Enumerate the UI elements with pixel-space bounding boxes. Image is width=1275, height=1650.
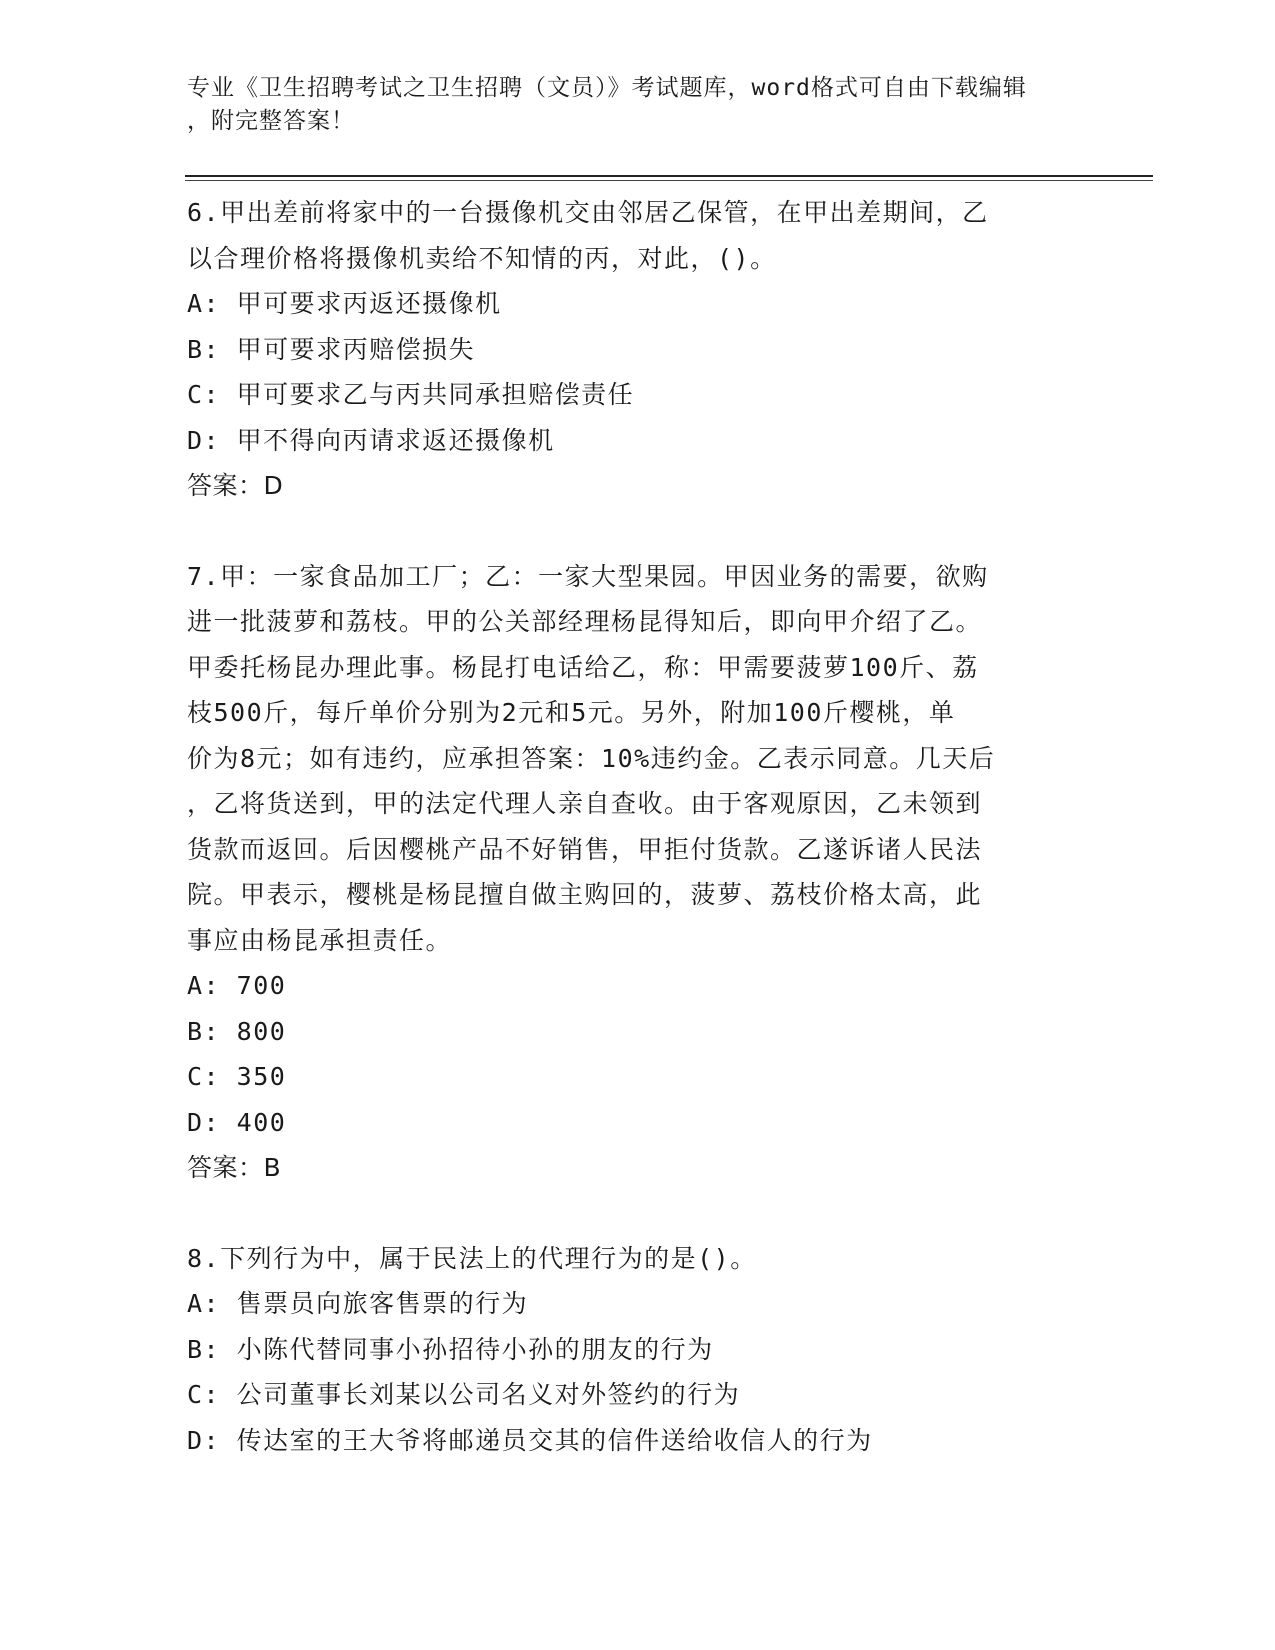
header-line: 专业《卫生招聘考试之卫生招聘（文员）》考试题库，word格式可自由下载编辑	[187, 75, 1027, 101]
option-a: A: 甲可要求丙返还摄像机	[187, 289, 502, 318]
question-6	[187, 190, 1087, 509]
option-b: B: 小陈代替同事小孙招待小孙的朋友的行为	[187, 1334, 714, 1364]
header-line: ，附完整答案！	[187, 108, 355, 134]
option-b: B: 甲可要求丙赔偿损失	[187, 334, 476, 364]
question-stem: 8.下列行为中，属于民法上的代理行为的是()。	[187, 1243, 757, 1273]
question-stem: ，乙将货送到，甲的法定代理人亲自查收。由于客观原因，乙未领到	[187, 789, 983, 818]
header-divider-thick	[185, 175, 1153, 177]
question-stem: 事应由杨昆承担责任。	[187, 925, 453, 955]
option-c: C: 公司董事长刘某以公司名义对外签约的行为	[187, 1380, 741, 1409]
option-a: A: 售票员向旅客售票的行为	[187, 1289, 529, 1318]
question-7	[187, 554, 1087, 1191]
answer-label: 答案：B	[187, 1153, 282, 1182]
answer-label: 答案：D	[187, 471, 284, 500]
question-stem: 院。甲表示，樱桃是杨昆擅自做主购回的，菠萝、荔枝价格太高，此	[187, 880, 983, 909]
question-stem: 价为8元；如有违约，应承担答案：10%违约金。乙表示同意。几天后	[187, 743, 996, 773]
question-spacer	[187, 1191, 1087, 1236]
option-c: C: 350	[187, 1062, 287, 1091]
question-stem: 以合理价格将摄像机卖给不知情的丙，对此，()。	[187, 243, 777, 273]
question-stem: 枝500斤，每斤单价分别为2元和5元。另外，附加100斤樱桃，单	[187, 698, 956, 727]
question-list	[187, 190, 1087, 1463]
question-8	[187, 1236, 1087, 1464]
option-d: D: 400	[187, 1107, 287, 1137]
document-header	[187, 72, 1067, 138]
option-d: D: 甲不得向丙请求返还摄像机	[187, 425, 555, 455]
question-stem: 6.甲出差前将家中的一台摄像机交由邻居乙保管，在甲出差期间，乙	[187, 198, 989, 227]
option-a: A: 700	[187, 971, 287, 1000]
option-b: B: 800	[187, 1016, 287, 1046]
question-stem: 7.甲：一家食品加工厂；乙：一家大型果园。甲因业务的需要，欲购	[187, 561, 989, 591]
question-stem: 甲委托杨昆办理此事。杨昆打电话给乙，称：甲需要菠萝100斤、荔	[187, 652, 979, 682]
option-c: C: 甲可要求乙与丙共同承担赔偿责任	[187, 380, 635, 409]
option-d: D: 传达室的王大爷将邮递员交其的信件送给收信人的行为	[187, 1425, 873, 1455]
question-stem: 货款而返回。后因樱桃产品不好销售，甲拒付货款。乙遂诉诸人民法	[187, 834, 983, 864]
header-divider-thin	[185, 180, 1153, 181]
question-stem: 进一批菠萝和荔枝。甲的公关部经理杨昆得知后，即向甲介绍了乙。	[187, 607, 983, 636]
question-spacer	[187, 509, 1087, 554]
